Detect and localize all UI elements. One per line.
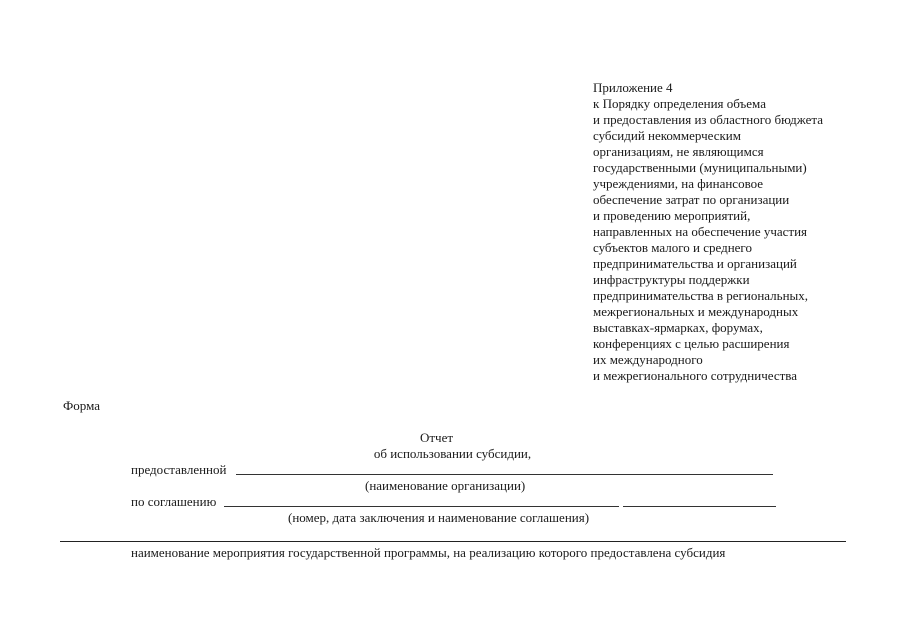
report-subtitle: об использовании субсидии, bbox=[373, 446, 532, 461]
appendix-line: обеспечение затрат по организации bbox=[593, 192, 790, 207]
appendix-line: направленных на обеспечение участия bbox=[593, 224, 808, 239]
event-name-line bbox=[60, 541, 846, 542]
appendix-line: учреждениями, на финансовое bbox=[593, 176, 764, 191]
provided-label: предоставленной bbox=[131, 462, 227, 477]
appendix-line: предпринимательства в региональных, bbox=[593, 288, 809, 303]
agreement-line-left bbox=[224, 506, 619, 507]
appendix-line: и предоставления из областного бюджета bbox=[593, 112, 823, 127]
appendix-line: Приложение 4 bbox=[593, 80, 673, 95]
organization-caption: (наименование организации) bbox=[365, 478, 526, 493]
report-title: Отчет bbox=[419, 430, 454, 445]
event-caption: наименование мероприятия государственной программы, на реализацию которого предоставлена субсидия bbox=[131, 545, 726, 560]
agreement-label: по соглашению bbox=[131, 494, 217, 509]
appendix-line: к Порядку определения объема bbox=[593, 96, 766, 111]
appendix-line: инфраструктуры поддержки bbox=[593, 272, 750, 287]
appendix-line: субъектов малого и среднего bbox=[593, 240, 752, 255]
appendix-line: выставках-ярмарках, форумах, bbox=[593, 320, 763, 335]
appendix-line: субсидий некоммерческим bbox=[593, 128, 741, 143]
appendix-line: и межрегионального сотрудничества bbox=[593, 368, 798, 383]
appendix-block bbox=[593, 80, 893, 384]
appendix-line: конференциях с целью расширения bbox=[593, 336, 790, 351]
appendix-line: межрегиональных и международных bbox=[593, 304, 799, 319]
appendix-line: государственными (муниципальными) bbox=[593, 160, 807, 175]
organization-name-line bbox=[236, 474, 773, 475]
appendix-line: предпринимательства и организаций bbox=[593, 256, 797, 271]
appendix-line: их международного bbox=[593, 352, 703, 367]
appendix-line: и проведению мероприятий, bbox=[593, 208, 751, 223]
agreement-caption: (номер, дата заключения и наименование соглашения) bbox=[288, 510, 590, 525]
appendix-line: организациям, не являющимся bbox=[593, 144, 764, 159]
agreement-line-right bbox=[623, 506, 776, 507]
form-label: Форма bbox=[63, 398, 100, 413]
